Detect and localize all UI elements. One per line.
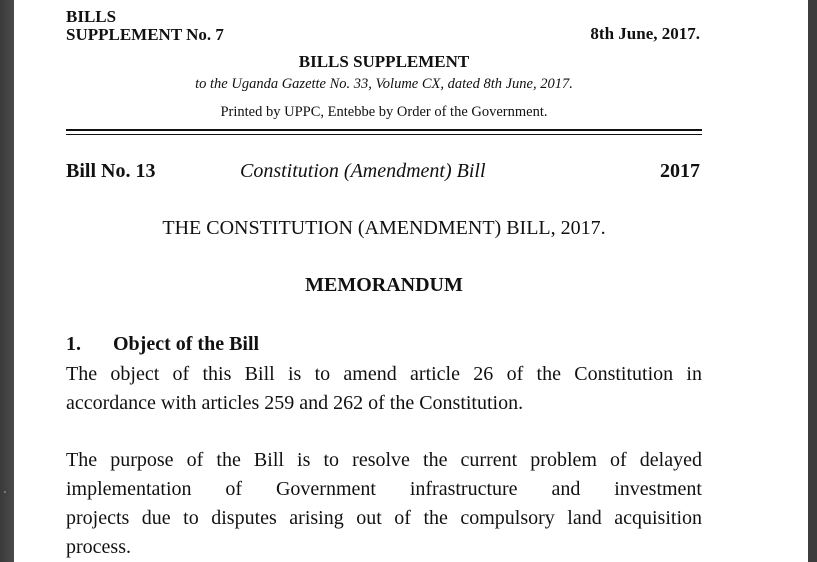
header-line-bills: BILLS xyxy=(66,7,117,26)
paragraph-purpose xyxy=(66,446,702,562)
paragraph-line: implementation of Government infrastructure and investment xyxy=(66,478,702,500)
bill-number: Bill No. 13 xyxy=(66,160,156,182)
bill-main-title: THE CONSTITUTION (AMENDMENT) BILL, 2017. xyxy=(162,217,606,239)
memorandum-heading: MEMORANDUM xyxy=(305,274,463,296)
paragraph-line: accordance with articles 259 and 262 of the Constitution. xyxy=(66,392,524,414)
header-rule-thin xyxy=(66,134,702,135)
viewer-left-margin xyxy=(0,0,14,562)
page-speck xyxy=(4,491,6,493)
paragraph-line: projects due to disputes arising out of the compulsory land acquisition xyxy=(66,507,702,529)
printed-by-line: Printed by UPPC, Entebbe by Order of the Government. xyxy=(220,104,548,120)
paragraph-line: process. xyxy=(66,536,131,558)
section-title: Object of the Bill xyxy=(113,333,260,355)
bill-year: 2017 xyxy=(660,160,700,182)
paragraph-line: The purpose of the Bill is to resolve the current problem of delayed xyxy=(66,449,702,471)
header-line-supplement-no: SUPPLEMENT No. 7 xyxy=(66,25,224,44)
bill-name: Constitution (Amendment) Bill xyxy=(240,160,486,182)
paragraph-object xyxy=(66,360,702,418)
paragraph-line: The object of this Bill is to amend article 26 of the Constitution in xyxy=(66,363,702,385)
header-rule-thick xyxy=(66,129,702,131)
section-number: 1. xyxy=(66,333,81,355)
header-date: 8th June, 2017. xyxy=(590,24,700,43)
supplement-label xyxy=(66,8,224,44)
supplement-subtitle: to the Uganda Gazette No. 33, Volume CX, dated 8th June, 2017. xyxy=(195,76,573,92)
document-page xyxy=(14,0,808,562)
viewer-scrollbar[interactable] xyxy=(808,0,817,562)
supplement-title: BILLS SUPPLEMENT xyxy=(298,52,470,71)
